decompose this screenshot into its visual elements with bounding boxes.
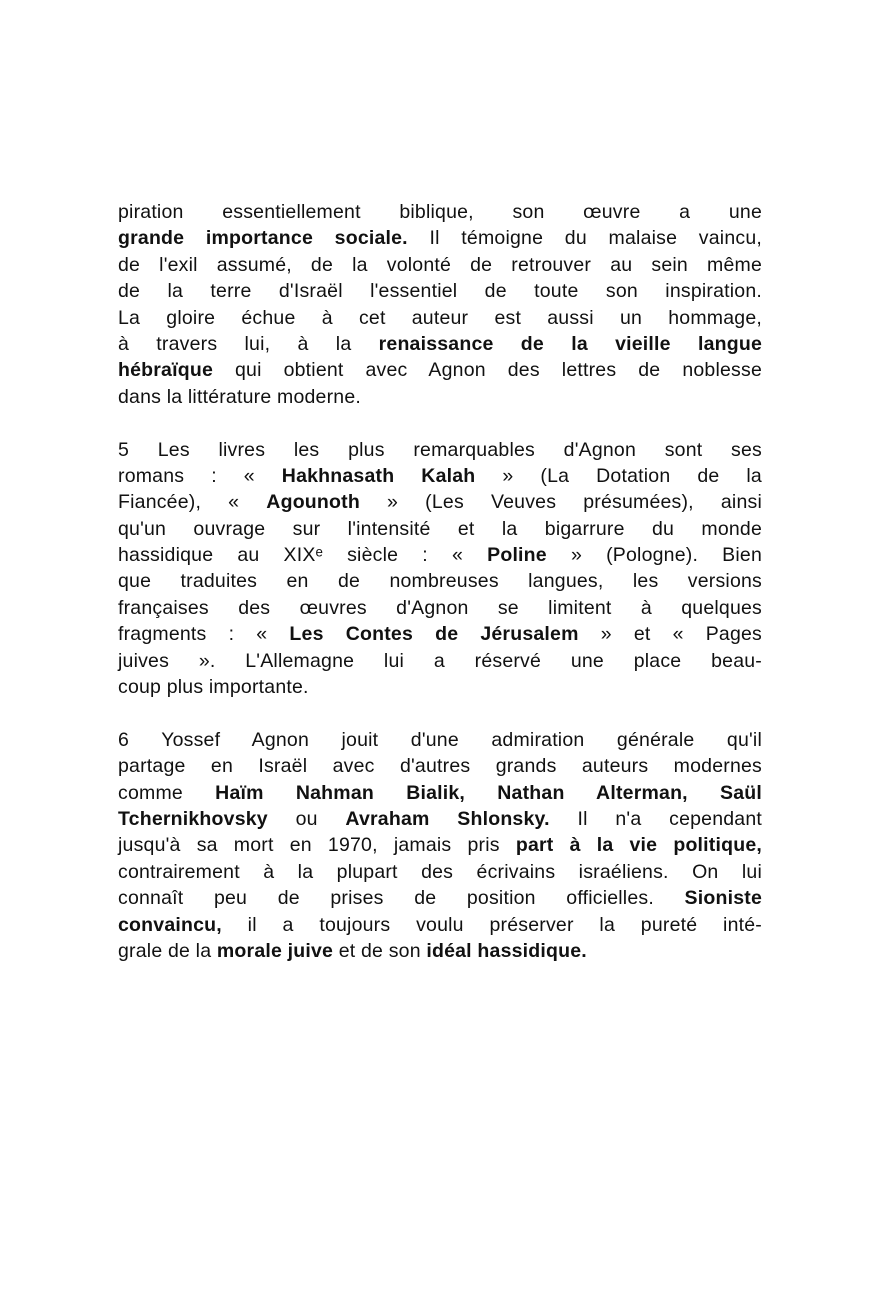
text-line: [118, 252, 762, 278]
bold-text: Haïm Nahman Bialik, Nathan Alterman, Saül: [215, 781, 762, 804]
text-run: fragments : «: [118, 623, 290, 646]
text-run: de la terre d'Israël l'essentiel de toute son inspiration.: [118, 280, 762, 303]
text-line: [118, 938, 762, 964]
text-run: jusqu'à sa mort en 1970, jamais pris: [118, 834, 516, 857]
bold-text: Agounoth: [266, 491, 360, 514]
text-run: comme: [118, 781, 216, 804]
bold-text: Poline: [487, 544, 547, 567]
text-run: et de son: [333, 939, 427, 962]
text-line: [118, 859, 762, 885]
text-line: [118, 542, 762, 568]
bold-text: morale juive: [216, 939, 334, 962]
text-run: 5 Les livres les plus remarquables d'Agnon sont ses: [118, 438, 762, 461]
bold-text: part à la vie politique,: [515, 834, 762, 857]
text-line: [118, 885, 762, 911]
text-line: [118, 516, 762, 542]
text-run: La gloire échue à cet auteur est aussi un hommage,: [118, 306, 762, 329]
page-text: [118, 199, 762, 964]
text-run: il a toujours voulu préserver la pureté inté-: [221, 913, 762, 936]
bold-text: idéal hassidique.: [426, 939, 587, 962]
text-run: que traduites en de nombreuses langues, les versions: [118, 570, 762, 593]
text-line: [118, 780, 762, 806]
text-line: [118, 753, 762, 779]
text-run: juives ». L'Allemagne lui a réservé une place beau-: [118, 649, 762, 672]
text-run: françaises des œuvres d'Agnon se limitent à quelques: [118, 596, 762, 619]
paragraph-gap: [118, 700, 762, 726]
text-line: [118, 384, 762, 410]
text-line: [118, 727, 762, 753]
bold-text: Les Contes de Jérusalem: [289, 623, 579, 646]
text-line: [118, 463, 762, 489]
text-line: [118, 806, 762, 832]
text-run: partage en Israël avec d'autres grands auteurs modernes: [118, 755, 762, 778]
bold-text: renaissance de la vieille langue: [378, 332, 762, 355]
text-run: qu'un ouvrage sur l'intensité et la bigarrure du monde: [118, 517, 762, 540]
text-run: hassidique au XIXᵉ siècle : «: [118, 544, 488, 567]
paragraph-gap: [118, 410, 762, 436]
text-run: qui obtient avec Agnon des lettres de noblesse: [213, 359, 762, 382]
text-line: [118, 595, 762, 621]
bold-text: Hakhnasath Kalah: [281, 464, 476, 487]
text-line: [118, 225, 762, 251]
bold-text: hébraïque: [118, 359, 213, 382]
text-line: [118, 278, 762, 304]
text-run: » et « Pages: [578, 623, 762, 646]
text-line: [118, 437, 762, 463]
bold-text: Avraham Shlonsky.: [345, 807, 550, 830]
bold-text: Tchernikhovsky: [118, 807, 268, 830]
text-run: piration essentiellement biblique, son œuvre a une: [118, 201, 762, 223]
text-line: [118, 648, 762, 674]
text-run: de l'exil assumé, de la volonté de retrouver au sein même: [118, 253, 762, 276]
text-run: contrairement à la plupart des écrivains israéliens. On lui: [118, 860, 762, 883]
text-line: [118, 305, 762, 331]
text-run: grale de la: [118, 939, 217, 962]
text-line: [118, 489, 762, 515]
text-run: Il témoigne du malaise vaincu,: [407, 227, 762, 250]
bold-text: convaincu,: [118, 913, 222, 936]
text-line: [118, 621, 762, 647]
text-run: » (Les Veuves présumées), ainsi: [359, 491, 762, 514]
text-line: [118, 331, 762, 357]
text-run: à travers lui, à la: [118, 332, 379, 355]
text-run: Fiancée), «: [118, 491, 267, 514]
text-run: dans la littérature moderne.: [118, 385, 361, 408]
text-line: [118, 674, 762, 700]
text-run: » (La Dotation de la: [475, 464, 762, 487]
text-run: Il n'a cependant: [549, 807, 763, 830]
bold-text: Sioniste: [684, 887, 762, 910]
bold-text: grande importance sociale.: [118, 227, 408, 250]
text-line: [118, 357, 762, 383]
text-line: [118, 199, 762, 225]
text-run: coup plus importante.: [118, 676, 309, 699]
text-run: ou: [267, 807, 346, 830]
text-line: [118, 568, 762, 594]
text-line: [118, 912, 762, 938]
text-run: connaît peu de prises de position officielles.: [118, 887, 685, 910]
text-line: [118, 832, 762, 858]
text-run: romans : «: [118, 464, 282, 487]
paragraph-p-intro: [118, 199, 762, 410]
text-run: 6 Yossef Agnon jouit d'une admiration générale qu'il: [118, 728, 762, 751]
text-run: » (Pologne). Bien: [546, 544, 762, 567]
paragraph-p-5: [118, 437, 762, 701]
paragraph-p-6: [118, 727, 762, 965]
